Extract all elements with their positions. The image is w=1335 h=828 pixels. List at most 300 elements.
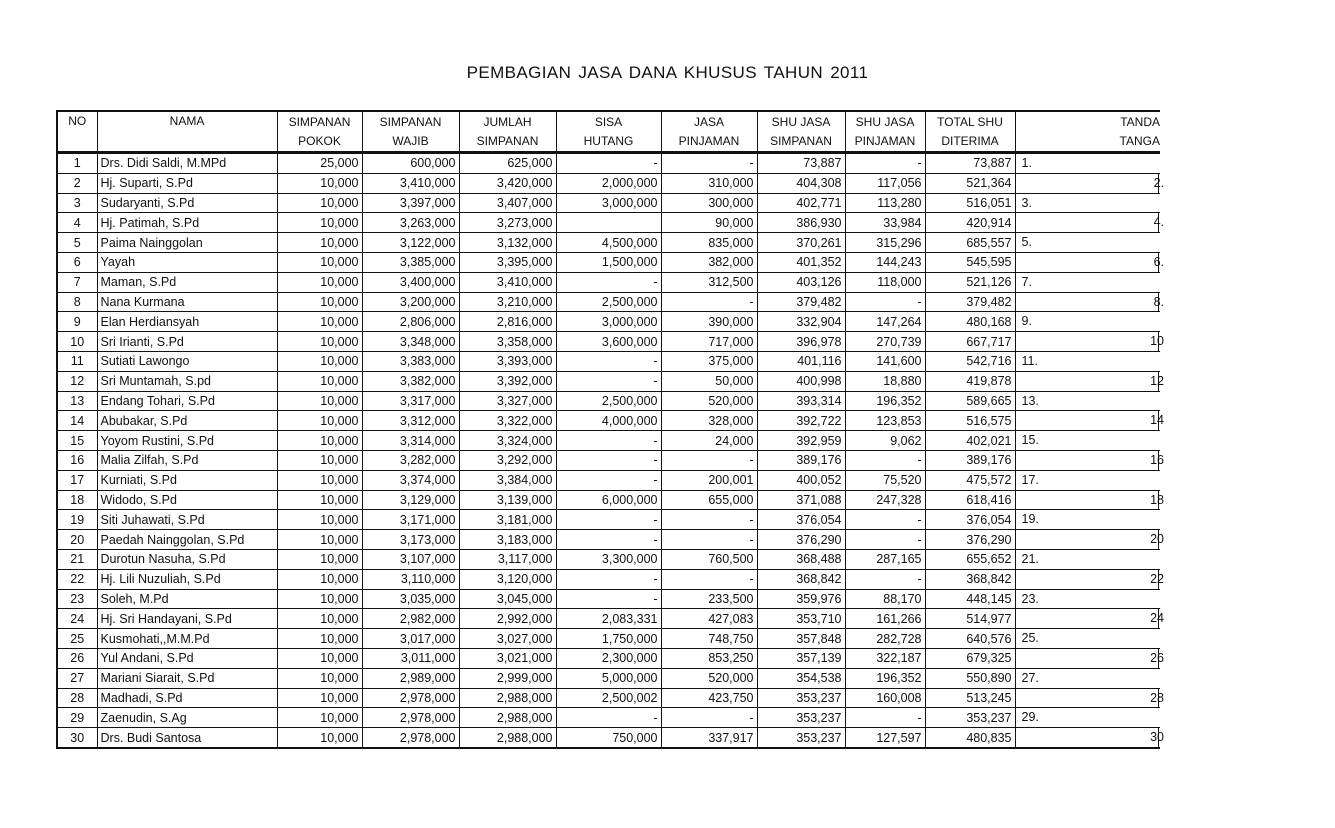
table-row xyxy=(57,569,1160,589)
cell-tanda-tangan xyxy=(1015,648,1164,668)
cell-simpanan-wajib: 3,314,000 xyxy=(362,431,459,451)
cell-tanda-tangan xyxy=(1015,470,1160,490)
cell-total-shu: 618,416 xyxy=(925,490,1015,510)
cell-simpanan-pokok: 10,000 xyxy=(277,708,362,728)
cell-no: 15 xyxy=(57,431,97,451)
cell-tanda-tangan xyxy=(1015,450,1164,470)
cell-shu-jasa-pinjaman: 141,600 xyxy=(845,351,925,371)
cell-total-shu: 368,842 xyxy=(925,569,1015,589)
cell-jasa-pinjaman: 200,001 xyxy=(661,470,757,490)
cell-no: 16 xyxy=(57,450,97,470)
table-row xyxy=(57,431,1160,451)
cell-simpanan-wajib: 2,982,000 xyxy=(362,609,459,629)
cell-total-shu: 73,887 xyxy=(925,153,1015,174)
cell-jumlah-simpanan: 3,273,000 xyxy=(459,213,556,233)
signature-number-left: 19. xyxy=(1021,512,1039,527)
cell-total-shu: 516,051 xyxy=(925,193,1015,213)
cell-jumlah-simpanan: 3,292,000 xyxy=(459,450,556,470)
cell-sisa-hutang: 1,750,000 xyxy=(556,629,661,649)
cell-shu-jasa-simpanan: 379,482 xyxy=(757,292,845,312)
cell-jumlah-simpanan: 3,139,000 xyxy=(459,490,556,510)
cell-jumlah-simpanan: 625,000 xyxy=(459,153,556,174)
cell-shu-jasa-pinjaman: 315,296 xyxy=(845,233,925,253)
header-tanda-tangan: TANDA TANGA xyxy=(1015,111,1160,153)
cell-nama: Hj. Sri Handayani, S.Pd xyxy=(97,609,277,629)
cell-shu-jasa-pinjaman: 88,170 xyxy=(845,589,925,609)
cell-jasa-pinjaman: 233,500 xyxy=(661,589,757,609)
cell-shu-jasa-simpanan: 353,237 xyxy=(757,708,845,728)
header-simpanan-wajib: SIMPANAN WAJIB xyxy=(362,111,459,153)
cell-nama: Zaenudin, S.Ag xyxy=(97,708,277,728)
cell-total-shu: 640,576 xyxy=(925,629,1015,649)
signature-number-left: 29. xyxy=(1021,710,1039,725)
table-row xyxy=(57,490,1160,510)
table-row xyxy=(57,193,1160,213)
signature-number-right: 4. xyxy=(1153,215,1164,230)
cell-tanda-tangan xyxy=(1015,668,1160,688)
cell-jasa-pinjaman: - xyxy=(661,510,757,530)
table-row xyxy=(57,668,1160,688)
cell-total-shu: 685,557 xyxy=(925,233,1015,253)
cell-sisa-hutang: 750,000 xyxy=(556,728,661,748)
cell-simpanan-wajib: 3,017,000 xyxy=(362,629,459,649)
cell-shu-jasa-simpanan: 386,930 xyxy=(757,213,845,233)
cell-jumlah-simpanan: 3,395,000 xyxy=(459,252,556,272)
cell-tanda-tangan xyxy=(1015,252,1164,272)
cell-sisa-hutang: - xyxy=(556,569,661,589)
cell-sisa-hutang: - xyxy=(556,708,661,728)
cell-tanda-tangan xyxy=(1015,530,1164,550)
cell-simpanan-pokok: 10,000 xyxy=(277,312,362,332)
cell-jasa-pinjaman: - xyxy=(661,530,757,550)
cell-no: 21 xyxy=(57,549,97,569)
cell-jumlah-simpanan: 3,181,000 xyxy=(459,510,556,530)
cell-jasa-pinjaman: 835,000 xyxy=(661,233,757,253)
table-row xyxy=(57,450,1160,470)
cell-simpanan-pokok: 10,000 xyxy=(277,431,362,451)
cell-tanda-tangan xyxy=(1015,233,1160,253)
cell-sisa-hutang: 2,000,000 xyxy=(556,173,661,193)
cell-simpanan-wajib: 3,348,000 xyxy=(362,332,459,352)
cell-shu-jasa-simpanan: 401,352 xyxy=(757,252,845,272)
cell-nama: Nana Kurmana xyxy=(97,292,277,312)
cell-simpanan-pokok: 10,000 xyxy=(277,510,362,530)
cell-jumlah-simpanan: 3,210,000 xyxy=(459,292,556,312)
cell-nama: Kusmohati,,M.M.Pd xyxy=(97,629,277,649)
cell-jumlah-simpanan: 3,358,000 xyxy=(459,332,556,352)
table-row xyxy=(57,391,1160,411)
cell-simpanan-wajib: 3,397,000 xyxy=(362,193,459,213)
cell-jasa-pinjaman: 760,500 xyxy=(661,549,757,569)
cell-tanda-tangan xyxy=(1015,391,1160,411)
cell-shu-jasa-pinjaman: 282,728 xyxy=(845,629,925,649)
signature-number-right: 16 xyxy=(1150,452,1164,467)
signature-number-right: 20 xyxy=(1150,532,1164,547)
cell-shu-jasa-simpanan: 353,237 xyxy=(757,688,845,708)
cell-sisa-hutang: 5,000,000 xyxy=(556,668,661,688)
cell-nama: Durotun Nasuha, S.Pd xyxy=(97,549,277,569)
cell-sisa-hutang: - xyxy=(556,450,661,470)
cell-total-shu: 389,176 xyxy=(925,450,1015,470)
cell-total-shu: 376,054 xyxy=(925,510,1015,530)
cell-sisa-hutang: - xyxy=(556,153,661,174)
cell-jumlah-simpanan: 3,327,000 xyxy=(459,391,556,411)
cell-jumlah-simpanan: 2,816,000 xyxy=(459,312,556,332)
cell-shu-jasa-pinjaman: 144,243 xyxy=(845,252,925,272)
signature-number-right: 10 xyxy=(1150,334,1164,349)
cell-sisa-hutang xyxy=(556,213,661,233)
cell-tanda-tangan xyxy=(1015,272,1160,292)
table-row xyxy=(57,233,1160,253)
cell-sisa-hutang: 2,500,000 xyxy=(556,292,661,312)
table-row xyxy=(57,549,1160,569)
cell-jasa-pinjaman: - xyxy=(661,450,757,470)
cell-no: 24 xyxy=(57,609,97,629)
cell-simpanan-pokok: 10,000 xyxy=(277,609,362,629)
table-row xyxy=(57,371,1160,391)
cell-jasa-pinjaman: 520,000 xyxy=(661,391,757,411)
cell-shu-jasa-simpanan: 359,976 xyxy=(757,589,845,609)
cell-simpanan-pokok: 10,000 xyxy=(277,490,362,510)
table-row xyxy=(57,411,1160,431)
cell-total-shu: 542,716 xyxy=(925,351,1015,371)
table-row xyxy=(57,173,1160,193)
cell-tanda-tangan xyxy=(1015,589,1160,609)
signature-number-left: 9. xyxy=(1021,314,1032,329)
cell-sisa-hutang: 2,500,000 xyxy=(556,391,661,411)
cell-nama: Elan Herdiansyah xyxy=(97,312,277,332)
cell-sisa-hutang: - xyxy=(556,589,661,609)
cell-nama: Siti Juhawati, S.Pd xyxy=(97,510,277,530)
table-row xyxy=(57,530,1160,550)
cell-nama: Soleh, M.Pd xyxy=(97,589,277,609)
cell-no: 12 xyxy=(57,371,97,391)
cell-shu-jasa-pinjaman: 118,000 xyxy=(845,272,925,292)
table-row xyxy=(57,688,1160,708)
header-shu-jasa-pinjaman: SHU JASA PINJAMAN xyxy=(845,111,925,153)
signature-number-left: 23. xyxy=(1021,591,1039,606)
cell-simpanan-wajib: 2,978,000 xyxy=(362,688,459,708)
signature-number-right: 26 xyxy=(1150,650,1164,665)
table-row xyxy=(57,589,1160,609)
cell-nama: Hj. Patimah, S.Pd xyxy=(97,213,277,233)
cell-jumlah-simpanan: 3,420,000 xyxy=(459,173,556,193)
signature-number-right: 8. xyxy=(1153,294,1164,309)
cell-jasa-pinjaman: 382,000 xyxy=(661,252,757,272)
cell-jumlah-simpanan: 3,045,000 xyxy=(459,589,556,609)
cell-nama: Yoyom Rustini, S.Pd xyxy=(97,431,277,451)
table-row xyxy=(57,648,1160,668)
cell-nama: Malia Zilfah, S.Pd xyxy=(97,450,277,470)
table-row xyxy=(57,629,1160,649)
cell-simpanan-pokok: 10,000 xyxy=(277,530,362,550)
table-body xyxy=(57,153,1164,748)
table-row xyxy=(57,609,1160,629)
cell-shu-jasa-pinjaman: 322,187 xyxy=(845,648,925,668)
cell-shu-jasa-simpanan: 392,959 xyxy=(757,431,845,451)
cell-tanda-tangan xyxy=(1015,173,1164,193)
cell-tanda-tangan xyxy=(1015,688,1164,708)
cell-jasa-pinjaman: 50,000 xyxy=(661,371,757,391)
cell-nama: Paedah Nainggolan, S.Pd xyxy=(97,530,277,550)
cell-nama: Mariani Siarait, S.Pd xyxy=(97,668,277,688)
cell-no: 4 xyxy=(57,213,97,233)
cell-sisa-hutang: - xyxy=(556,510,661,530)
cell-simpanan-pokok: 10,000 xyxy=(277,391,362,411)
cell-shu-jasa-simpanan: 400,052 xyxy=(757,470,845,490)
cell-simpanan-wajib: 3,171,000 xyxy=(362,510,459,530)
cell-no: 10 xyxy=(57,332,97,352)
cell-jumlah-simpanan: 3,132,000 xyxy=(459,233,556,253)
cell-shu-jasa-simpanan: 389,176 xyxy=(757,450,845,470)
cell-simpanan-pokok: 10,000 xyxy=(277,648,362,668)
cell-jumlah-simpanan: 2,988,000 xyxy=(459,688,556,708)
cell-tanda-tangan xyxy=(1015,153,1160,174)
cell-total-shu: 589,665 xyxy=(925,391,1015,411)
cell-shu-jasa-simpanan: 370,261 xyxy=(757,233,845,253)
cell-no: 2 xyxy=(57,173,97,193)
cell-total-shu: 480,835 xyxy=(925,728,1015,748)
cell-shu-jasa-simpanan: 371,088 xyxy=(757,490,845,510)
cell-tanda-tangan xyxy=(1015,193,1160,213)
cell-simpanan-wajib: 3,383,000 xyxy=(362,351,459,371)
cell-jasa-pinjaman: 312,500 xyxy=(661,272,757,292)
cell-simpanan-wajib: 600,000 xyxy=(362,153,459,174)
cell-no: 28 xyxy=(57,688,97,708)
cell-shu-jasa-simpanan: 368,842 xyxy=(757,569,845,589)
cell-simpanan-wajib: 2,806,000 xyxy=(362,312,459,332)
cell-sisa-hutang: 3,000,000 xyxy=(556,193,661,213)
table-row xyxy=(57,470,1160,490)
cell-simpanan-wajib: 3,200,000 xyxy=(362,292,459,312)
cell-shu-jasa-pinjaman: 75,520 xyxy=(845,470,925,490)
header-total-shu: TOTAL SHU DITERIMA xyxy=(925,111,1015,153)
cell-simpanan-wajib: 3,374,000 xyxy=(362,470,459,490)
signature-number-right: 12 xyxy=(1150,373,1164,388)
cell-shu-jasa-pinjaman: 161,266 xyxy=(845,609,925,629)
signature-number-left: 25. xyxy=(1021,631,1039,646)
shu-distribution-table xyxy=(56,110,1164,749)
cell-no: 18 xyxy=(57,490,97,510)
cell-total-shu: 448,145 xyxy=(925,589,1015,609)
cell-shu-jasa-pinjaman: 33,984 xyxy=(845,213,925,233)
signature-number-right: 24 xyxy=(1150,611,1164,626)
cell-simpanan-wajib: 3,129,000 xyxy=(362,490,459,510)
cell-simpanan-pokok: 10,000 xyxy=(277,411,362,431)
cell-no: 26 xyxy=(57,648,97,668)
table-row xyxy=(57,708,1160,728)
cell-no: 20 xyxy=(57,530,97,550)
table-row xyxy=(57,728,1160,748)
cell-shu-jasa-pinjaman: 18,880 xyxy=(845,371,925,391)
cell-no: 8 xyxy=(57,292,97,312)
cell-total-shu: 521,364 xyxy=(925,173,1015,193)
cell-tanda-tangan xyxy=(1015,371,1164,391)
cell-simpanan-pokok: 10,000 xyxy=(277,213,362,233)
cell-no: 3 xyxy=(57,193,97,213)
cell-tanda-tangan xyxy=(1015,213,1164,233)
cell-sisa-hutang: 6,000,000 xyxy=(556,490,661,510)
cell-jumlah-simpanan: 3,410,000 xyxy=(459,272,556,292)
cell-shu-jasa-pinjaman: - xyxy=(845,153,925,174)
cell-no: 25 xyxy=(57,629,97,649)
cell-shu-jasa-pinjaman: 196,352 xyxy=(845,668,925,688)
cell-simpanan-wajib: 3,122,000 xyxy=(362,233,459,253)
cell-total-shu: 545,595 xyxy=(925,252,1015,272)
cell-sisa-hutang: 3,000,000 xyxy=(556,312,661,332)
cell-tanda-tangan xyxy=(1015,490,1164,510)
signature-number-right: 22 xyxy=(1150,571,1164,586)
cell-nama: Widodo, S.Pd xyxy=(97,490,277,510)
cell-sisa-hutang: 2,500,002 xyxy=(556,688,661,708)
signature-number-right: 2. xyxy=(1153,175,1164,190)
cell-jasa-pinjaman: 427,083 xyxy=(661,609,757,629)
signature-number-left: 27. xyxy=(1021,670,1039,685)
table-header-row xyxy=(57,111,1160,153)
cell-jasa-pinjaman: - xyxy=(661,708,757,728)
cell-sisa-hutang: 4,000,000 xyxy=(556,411,661,431)
cell-no: 17 xyxy=(57,470,97,490)
cell-no: 7 xyxy=(57,272,97,292)
cell-simpanan-wajib: 3,282,000 xyxy=(362,450,459,470)
cell-simpanan-pokok: 10,000 xyxy=(277,569,362,589)
table-row xyxy=(57,292,1160,312)
cell-no: 5 xyxy=(57,233,97,253)
cell-tanda-tangan xyxy=(1015,609,1164,629)
cell-total-shu: 480,168 xyxy=(925,312,1015,332)
cell-jasa-pinjaman: 853,250 xyxy=(661,648,757,668)
cell-total-shu: 353,237 xyxy=(925,708,1015,728)
cell-sisa-hutang: 1,500,000 xyxy=(556,252,661,272)
cell-simpanan-pokok: 10,000 xyxy=(277,668,362,688)
signature-number-right: 6. xyxy=(1153,254,1164,269)
cell-jasa-pinjaman: 310,000 xyxy=(661,173,757,193)
cell-jumlah-simpanan: 3,392,000 xyxy=(459,371,556,391)
cell-total-shu: 514,977 xyxy=(925,609,1015,629)
signature-number-left: 7. xyxy=(1021,274,1032,289)
table-row xyxy=(57,272,1160,292)
cell-simpanan-pokok: 10,000 xyxy=(277,450,362,470)
header-nama: NAMA xyxy=(97,111,277,153)
header-jasa-pinjaman: JASA PINJAMAN xyxy=(661,111,757,153)
cell-jasa-pinjaman: 655,000 xyxy=(661,490,757,510)
cell-nama: Sutiati Lawongo xyxy=(97,351,277,371)
cell-jasa-pinjaman: 90,000 xyxy=(661,213,757,233)
cell-jasa-pinjaman: 300,000 xyxy=(661,193,757,213)
cell-total-shu: 655,652 xyxy=(925,549,1015,569)
cell-simpanan-wajib: 3,382,000 xyxy=(362,371,459,391)
cell-total-shu: 420,914 xyxy=(925,213,1015,233)
cell-tanda-tangan xyxy=(1015,708,1160,728)
cell-sisa-hutang: 3,600,000 xyxy=(556,332,661,352)
cell-nama: Madhadi, S.Pd xyxy=(97,688,277,708)
signature-number-left: 15. xyxy=(1021,433,1039,448)
cell-simpanan-wajib: 3,035,000 xyxy=(362,589,459,609)
cell-tanda-tangan xyxy=(1015,431,1160,451)
signature-number-left: 21. xyxy=(1021,551,1039,566)
cell-simpanan-pokok: 10,000 xyxy=(277,233,362,253)
cell-jumlah-simpanan: 2,999,000 xyxy=(459,668,556,688)
cell-jumlah-simpanan: 3,027,000 xyxy=(459,629,556,649)
cell-shu-jasa-simpanan: 353,710 xyxy=(757,609,845,629)
cell-simpanan-pokok: 10,000 xyxy=(277,629,362,649)
cell-total-shu: 379,482 xyxy=(925,292,1015,312)
cell-shu-jasa-pinjaman: 160,008 xyxy=(845,688,925,708)
table-row xyxy=(57,332,1160,352)
cell-shu-jasa-simpanan: 376,290 xyxy=(757,530,845,550)
cell-no: 22 xyxy=(57,569,97,589)
table-row xyxy=(57,153,1160,174)
cell-shu-jasa-pinjaman: 270,739 xyxy=(845,332,925,352)
cell-shu-jasa-simpanan: 354,538 xyxy=(757,668,845,688)
cell-total-shu: 516,575 xyxy=(925,411,1015,431)
cell-shu-jasa-simpanan: 403,126 xyxy=(757,272,845,292)
cell-jumlah-simpanan: 2,988,000 xyxy=(459,728,556,748)
cell-tanda-tangan xyxy=(1015,411,1164,431)
cell-simpanan-pokok: 10,000 xyxy=(277,292,362,312)
cell-shu-jasa-pinjaman: 287,165 xyxy=(845,549,925,569)
cell-sisa-hutang: - xyxy=(556,470,661,490)
cell-tanda-tangan xyxy=(1015,510,1160,530)
cell-jasa-pinjaman: - xyxy=(661,292,757,312)
cell-sisa-hutang: 4,500,000 xyxy=(556,233,661,253)
cell-simpanan-wajib: 2,978,000 xyxy=(362,728,459,748)
cell-simpanan-pokok: 10,000 xyxy=(277,688,362,708)
cell-jasa-pinjaman: 375,000 xyxy=(661,351,757,371)
cell-sisa-hutang: - xyxy=(556,371,661,391)
signature-number-left: 1. xyxy=(1021,156,1032,170)
cell-shu-jasa-pinjaman: 196,352 xyxy=(845,391,925,411)
cell-simpanan-wajib: 3,110,000 xyxy=(362,569,459,589)
cell-shu-jasa-simpanan: 404,308 xyxy=(757,173,845,193)
cell-shu-jasa-simpanan: 393,314 xyxy=(757,391,845,411)
cell-sisa-hutang: - xyxy=(556,351,661,371)
cell-no: 14 xyxy=(57,411,97,431)
signature-number-right: 28 xyxy=(1150,690,1164,705)
cell-total-shu: 550,890 xyxy=(925,668,1015,688)
cell-nama: Endang Tohari, S.Pd xyxy=(97,391,277,411)
cell-jasa-pinjaman: 748,750 xyxy=(661,629,757,649)
cell-simpanan-wajib: 3,317,000 xyxy=(362,391,459,411)
signature-number-right: 18 xyxy=(1150,492,1164,507)
cell-shu-jasa-simpanan: 392,722 xyxy=(757,411,845,431)
cell-nama: Yayah xyxy=(97,252,277,272)
cell-nama: Sudaryanti, S.Pd xyxy=(97,193,277,213)
cell-simpanan-pokok: 10,000 xyxy=(277,252,362,272)
cell-shu-jasa-simpanan: 353,237 xyxy=(757,728,845,748)
cell-shu-jasa-simpanan: 368,488 xyxy=(757,549,845,569)
cell-shu-jasa-simpanan: 401,116 xyxy=(757,351,845,371)
cell-nama: Drs. Budi Santosa xyxy=(97,728,277,748)
cell-nama: Hj. Suparti, S.Pd xyxy=(97,173,277,193)
cell-total-shu: 402,021 xyxy=(925,431,1015,451)
cell-shu-jasa-simpanan: 73,887 xyxy=(757,153,845,174)
cell-simpanan-pokok: 10,000 xyxy=(277,351,362,371)
cell-shu-jasa-simpanan: 400,998 xyxy=(757,371,845,391)
header-simpanan-pokok: SIMPANAN POKOK xyxy=(277,111,362,153)
cell-no: 30 xyxy=(57,728,97,748)
cell-sisa-hutang: - xyxy=(556,431,661,451)
cell-shu-jasa-pinjaman: - xyxy=(845,510,925,530)
cell-simpanan-pokok: 10,000 xyxy=(277,272,362,292)
cell-simpanan-pokok: 10,000 xyxy=(277,193,362,213)
header-shu-jasa-simpanan: SHU JASA SIMPANAN xyxy=(757,111,845,153)
header-no: NO xyxy=(57,111,97,153)
cell-tanda-tangan xyxy=(1015,312,1160,332)
cell-jumlah-simpanan: 3,183,000 xyxy=(459,530,556,550)
cell-simpanan-pokok: 10,000 xyxy=(277,728,362,748)
signature-number-left: 11. xyxy=(1021,353,1038,368)
